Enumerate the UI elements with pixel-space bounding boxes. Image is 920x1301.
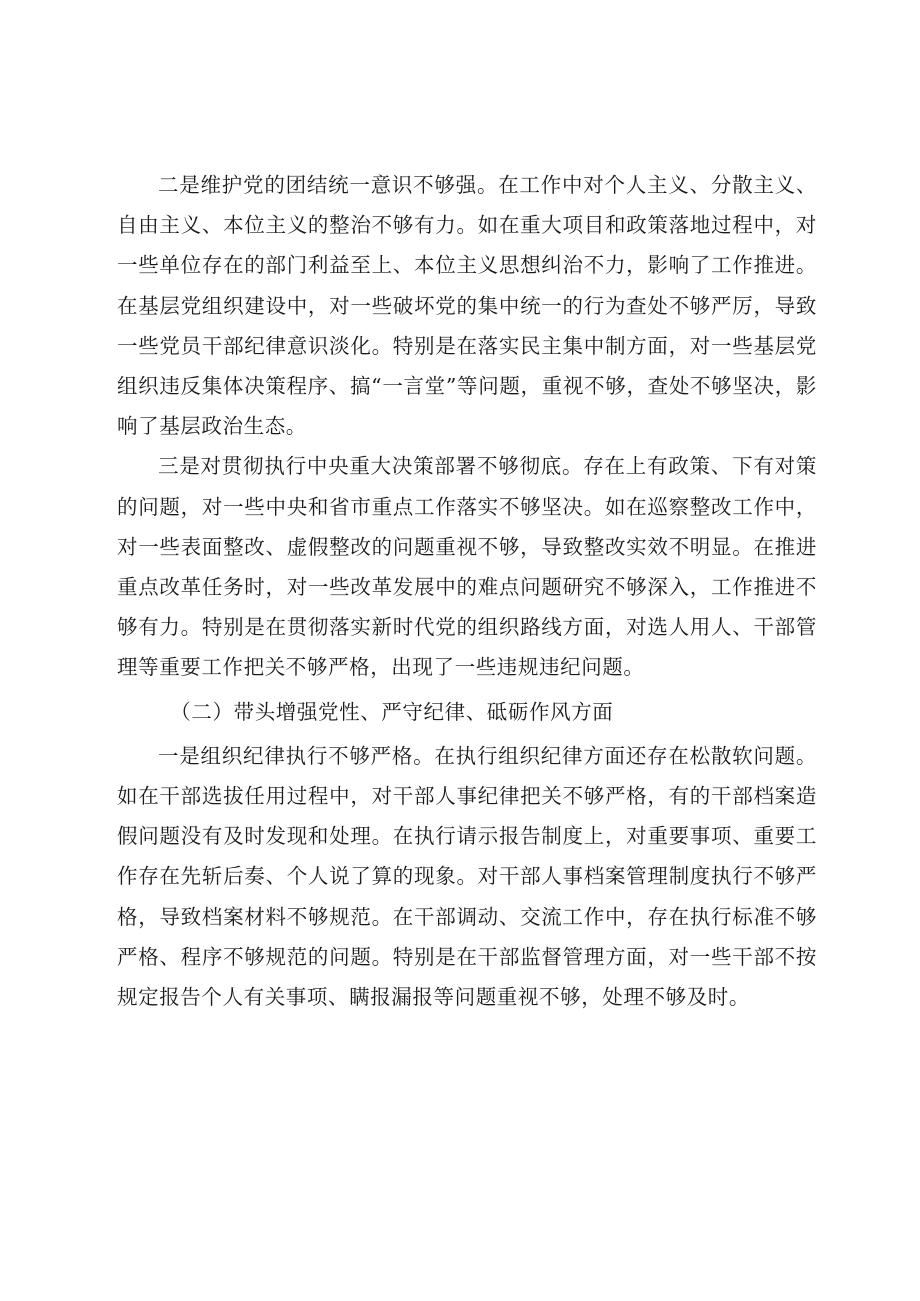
paragraph-one-discipline: 一是组织纪律执行不够严格。在执行组织纪律方面还存在松散软问题。如在干部选拔任用过程中，对干部人事纪律把关不够严格，有的干部档案造假问题没有及时发现和处理。在执行请示报告制度上，对重要事项、重要工作存在先斩后奏、个人说了算的现象。对干部人事档案管理制度执行不够严格，导致档案材料不够规范。在干部调动、交流工作中，存在执行标准不够严格、程序不够规范的问题。特别是在干部监督管理方面，对一些干部不按规定报告个人有关事项、瞒报漏报等问题重视不够，处理不够及时。 xyxy=(117,743,817,1010)
section-heading: （二）带头增强党性、严守纪律、砥砺作风方面 xyxy=(170,699,614,724)
paragraph-three: 三是对贯彻执行中央重大决策部署不够彻底。存在上有政策、下有对策的问题，对一些中央和省市重点工作落实不够坚决。如在巡察整改工作中，对一些表面整改、虚假整改的问题重视不够，导致整改实效不明显。在推进重点改革任务时，对一些改革发展中的难点问题研究不够深入，工作推进不够有力。特别是在贯彻落实新时代党的组织路线方面，对选人用人、干部管理等重要工作把关不够严格，出现了一些违规违纪问题。 xyxy=(117,454,817,680)
paragraph-two: 二是维护党的团结统一意识不够强。在工作中对个人主义、分散主义、自由主义、本位主义的整治不够有力。如在重大项目和政策落地过程中，对一些单位存在的部门利益至上、本位主义思想纠治不力，影响了工作推进。在基层党组织建设中，对一些破坏党的集中统一的行为查处不够严厉，导致一些党员干部纪律意识淡化。特别是在落实民主集中制方面，对一些基层党组织违反集体决策程序、搞“一言堂”等问题，重视不够，查处不够坚决，影响了基层政治生态。 xyxy=(117,173,817,439)
document-body xyxy=(117,165,817,1017)
